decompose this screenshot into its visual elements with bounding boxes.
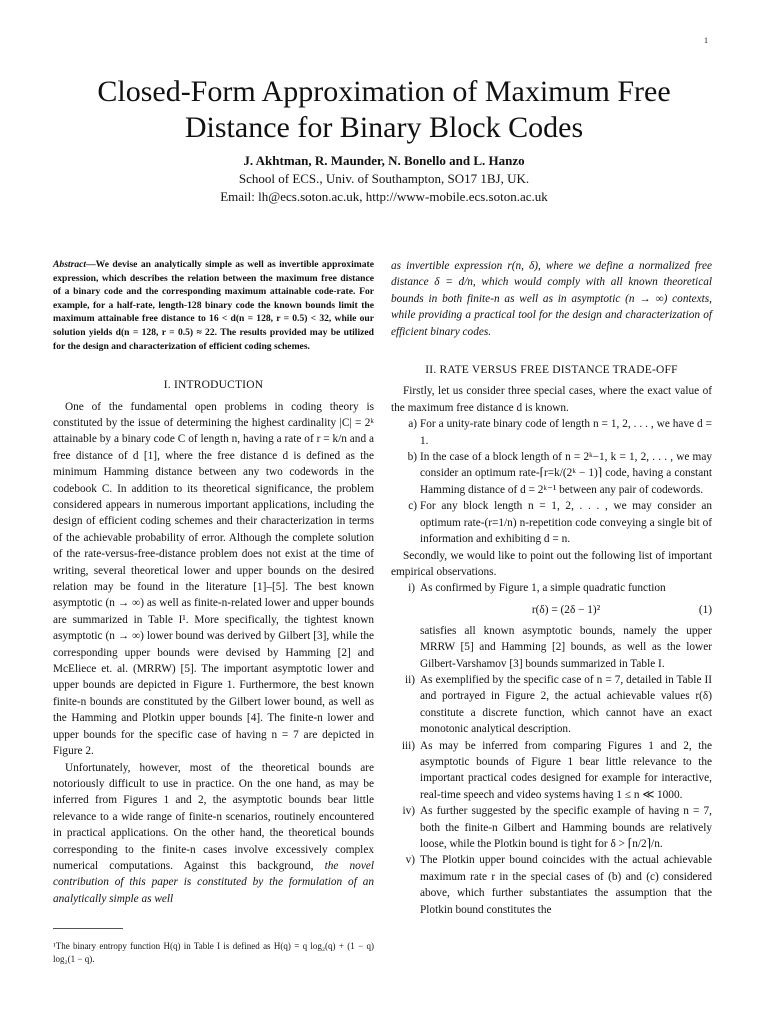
list-item: ii) As exemplified by the specific case of n = 7, detailed in Table II and portrayed in Figure 2, the actual achievable values r(δ) constitute a discrete function, which cannot have an exact monotonic analytical description. [404,673,712,736]
observations-list [391,580,712,918]
title-line-1: Closed-Form Approximation of Maximum Free [97,75,671,108]
left-column [53,258,374,907]
list-item: b) In the case of a block length of n = 2ᵏ−1, k = 1, 2, . . . , we may consider an optimum rate-⌈r=k/(2ᵏ − 1)⌉ code, having a constant Hamming distance of d = 2ᵏ⁻¹ between any pair of codewords. [407,451,712,496]
list-item: i) As confirmed by Figure 1, a simple quadratic function r(δ) = (2δ − 1)² (1) satisfies all known asymptotic bounds, namely the upper MRRW [5] and Hamming [2] bounds, as well as the lower Gilbert-Varshamov [3] bounds summarized in Table I. [408,582,712,670]
special-cases-list [391,416,712,547]
intro-paragraph-2 [53,760,374,908]
paper-title [40,74,728,146]
section-2-paragraph-1: Firstly, let us consider three special cases, where the exact value of the maximum free distance d is known. [391,385,712,414]
equation-number: (1) [698,603,712,616]
footnote-rule [53,928,123,929]
abstract-text: —We devise an analytically simple as well as invertible approximate expression, which describes the relation between the maximum free distance of a binary code and the corresponding maximum attainable code-rate. For example, for a half-rate, length-128 binary code the known bounds limit the maximum attainable free distance to 16 < d(n = 128, r = 0.5) < 32, while our solution yields d(n = 128, r = 0.5) ≈ 22. The results provided may be utilized for the design and characterization of efficient coding schemes. [53,259,374,352]
intro-paragraph-2-italic: the novel contribution of this paper is constituted by the formulation of an analytically simple as well [53,859,374,905]
title-line-2: Distance for Binary Block Codes [184,111,584,144]
equation-text: r(δ) = (2δ − 1)² [531,603,601,616]
list-item: iii) As may be inferred from comparing Figures 1 and 2, the asymptotic bounds of Figure 1 bear little relevance to the important practical codes designed for example for interactive, real-time speech and video systems having 1 ≤ n ≪ 1000. [401,739,712,801]
right-column [391,258,712,918]
email: Email: lh@ecs.soton.ac.uk, http://www-mobile.ecs.soton.ac.uk [220,189,548,204]
list-item: c) For any block length n = 1, 2, . . . , we may consider an optimum rate-(r=1/n) n-repetition code conveying a single bit of information and exhibiting d = n. [408,500,712,546]
section-2-paragraph-2: Secondly, we would like to point out the following list of important empirical observations. [391,549,712,578]
equation-1 [420,597,712,623]
list-item: v) The Plotkin upper bound coincides with the actual achievable maximum rate r in the special cases of (b) and (c) considered above, which further substantiates the assumption that the Plotkin bound constitutes the [405,854,712,916]
affiliation: School of ECS., Univ. of Southampton, SO17 1BJ, UK. [238,171,530,186]
footnote: ¹The binary entropy function H(q) in Table I is defined as H(q) = q log₂(q) + (1 − q) log₂(1 − q). [53,941,374,964]
abstract-lead: Abstract [53,259,87,270]
list-item: a) For a unity-rate binary code of length n = 1, 2, . . . , we have d = 1. [408,418,712,447]
list-item: iv) As further suggested by the specific example of having n = 7, both the finite-n Gilbert and Hamming bounds are relatively loose, while the Plotkin bound is tight for δ > ⌈n/2⌉/n. [402,805,712,850]
intro-paragraph-1: One of the fundamental open problems in coding theory is constituted by the issue of determining the highest cardinality |C| = 2ᵏ attainable by a binary code C of length n, having a rate of r = k/n and a free distance of d [1], where the free distance d is defined as the minimum Hamming distance between any two codewords in the codebook C. In addition to its theoretical significance, the problem considered appears in numerous important applications, including the design of efficient coding schemes and their characterization in terms of the achievable probability of error. Although the complete solution of the rate-versus-free-distance problem does not exist at the time of writing, several theoretical lower and upper bounds on the desired relation may be found in the literature [1]–[5]. The best known asymptotic (n → ∞) as well as finite-n-related lower and upper bounds are summarized in Table I¹. More specifically, the tightest known asymptotic (n → ∞) lower bound was derived by Gilbert [3], while the corresponding upper bounds were devised by Hamming [2] and McEliece et. al. (MRRW) [5]. The important asymptotic lower and upper bounds are depicted in Figure 1. Furthermore, the best known finite-n bounds are constituted by the Gilbert lower bound, as well as the Hamming and Plotkin upper bounds [4]. The finite-n lower and upper bounds for the specific case of having n = 7 are depicted in Figure 2. [53,400,374,758]
authors: J. Akhtman, R. Maunder, N. Bonello and L. Hanzo [243,153,525,168]
intro-paragraph-2-text: Unfortunately, however, most of the theoretical bounds are notoriously difficult to use in practice. On the one hand, as may be inferred from Figures 1 and 2, the asymptotic bounds bear little relevance to a wide range of finite-n scenarios, routinely encountered in practical applications. On the other hand, the theoretical bounds corresponding to the finite-n cases involve excessively complex numerical computations. Against this background, [53,761,374,872]
abstract [53,258,374,353]
section-2-heading: II. RATE VERSUS FREE DISTANCE TRADE-OFF [425,364,678,377]
section-1-heading: I. INTRODUCTION [163,379,264,392]
contribution-statement: as invertible expression r(n, δ), where we define a normalized free distance δ = d/n, which would comply with all known theoretical bounds in both finite-n as well as in asymptotic (n → ∞) contexts, while providing a practical tool for the design and characterization of efficient binary codes. [391,260,712,338]
page-number: 1 [704,36,708,45]
